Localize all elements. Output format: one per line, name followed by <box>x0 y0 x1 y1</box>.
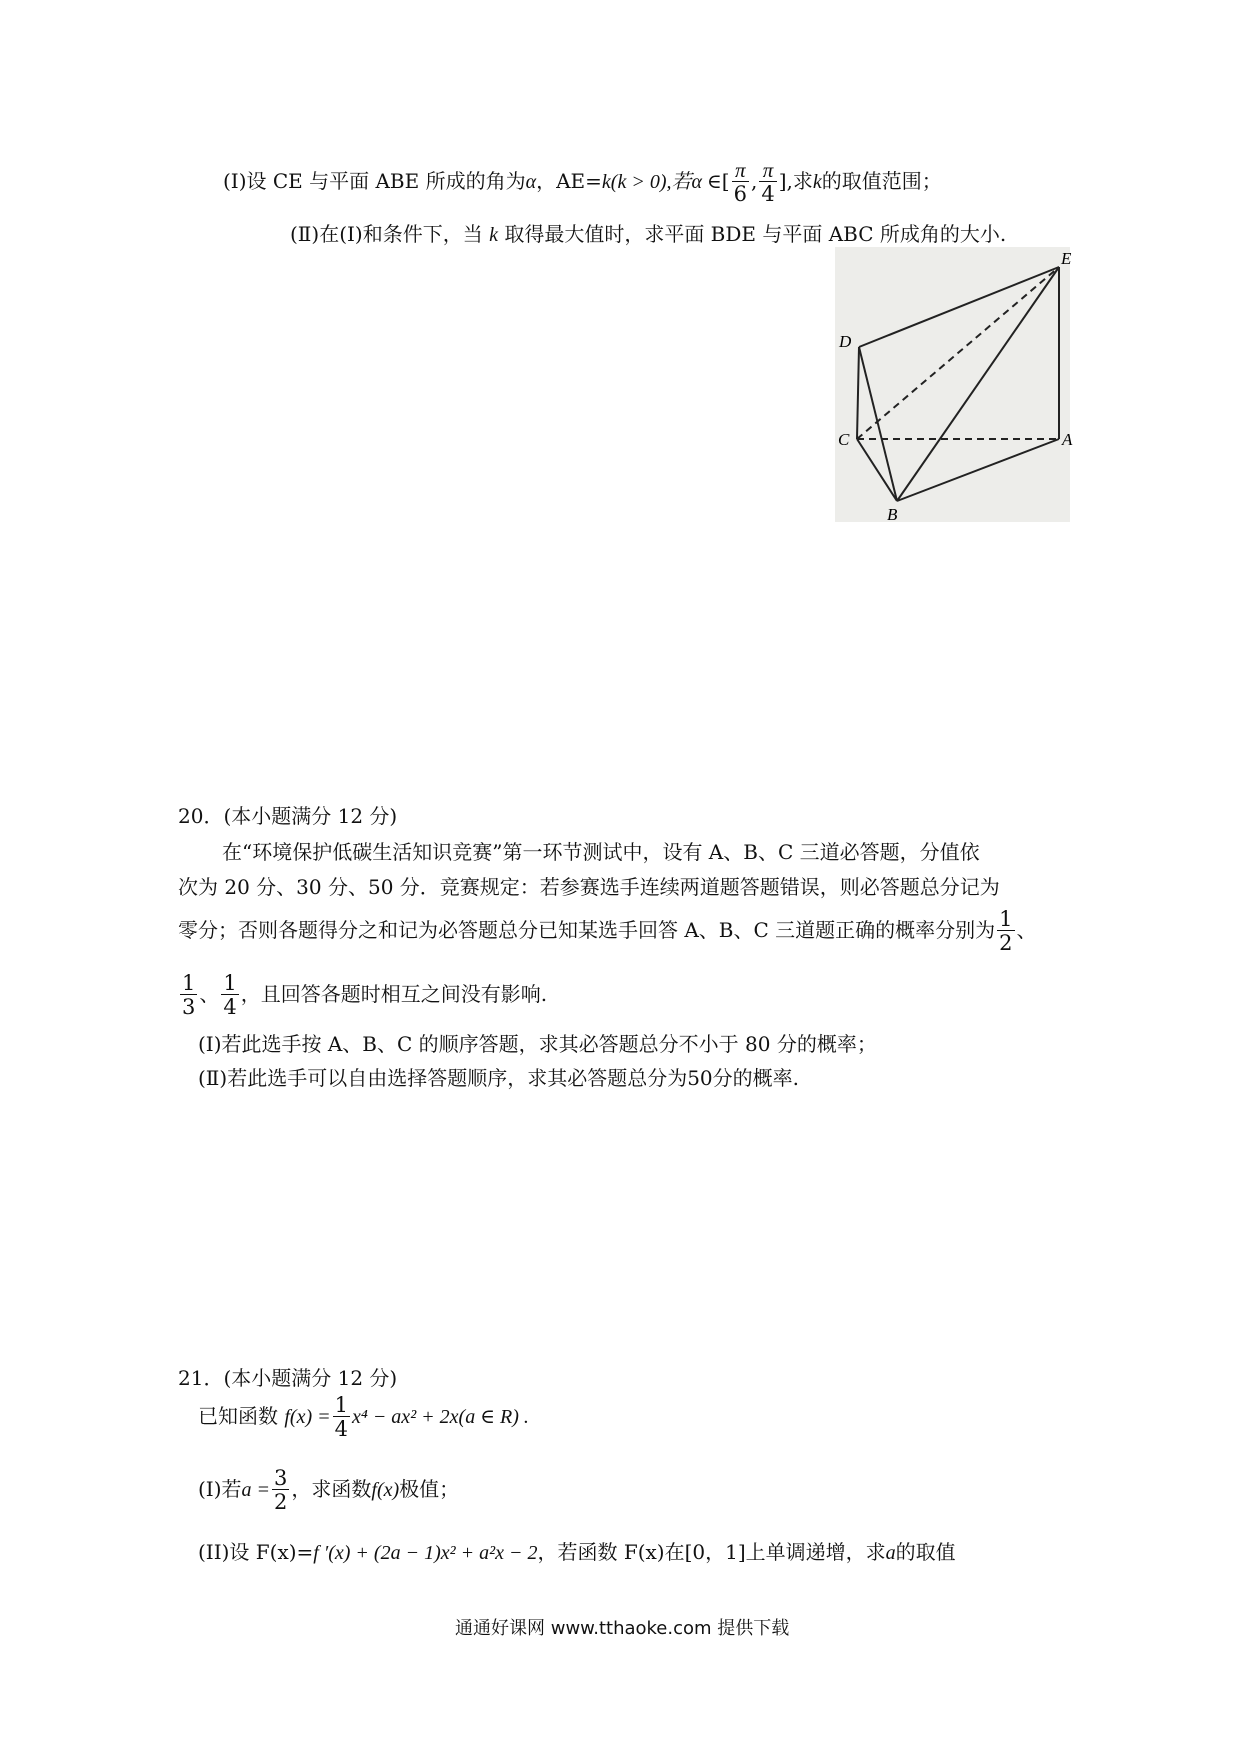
q21-part1-tail: ，求函数 <box>291 1477 372 1501</box>
label-c: C <box>838 430 850 449</box>
q20-header: 20．(本小题满分 12 分) <box>178 804 398 828</box>
separator: 、 <box>1016 918 1037 942</box>
page-footer: 通通好课网 www.tthaoke.com 提供下载 <box>455 1618 790 1639</box>
derivative-expression: f ′(x) + (2a − 1)x² + a²x − 2 <box>313 1542 538 1564</box>
geometry-figure <box>835 247 1073 524</box>
q21-part1 <box>198 1457 459 1522</box>
fraction-numerator: 1 <box>182 971 196 995</box>
fraction-denominator: 4 <box>761 182 775 206</box>
label-a: A <box>1062 430 1073 449</box>
a-equals: a = <box>241 1479 271 1501</box>
function-f: f(x) <box>371 1479 400 1501</box>
q21-intro-text: 已知函数 <box>198 1404 278 1428</box>
q20-line2: 次为 20 分、30 分、50 分．竞赛规定：若参赛选手连续两道题答题错误，则必答题总分记为 <box>178 875 1000 899</box>
q20-line1: 在“环境保护低碳生活知识竞赛”第一环节测试中，设有 A、B、C 三道必答题，分值依 <box>222 840 980 864</box>
q19-part1-mid: ，AE= <box>536 169 602 193</box>
label-b: B <box>887 505 898 524</box>
q20-line4 <box>178 964 547 1024</box>
q21-header: 21．(本小题满分 12 分) <box>178 1366 398 1390</box>
fraction-one-half <box>997 909 1014 954</box>
q21-intro <box>198 1384 529 1449</box>
bracket-open: [ <box>721 169 730 193</box>
fraction-numerator: 1 <box>999 907 1013 931</box>
q19-part2-lead: (Ⅱ)在(Ⅰ)和条件下，当 <box>290 222 483 246</box>
fraction-denominator: 2 <box>274 1490 288 1514</box>
q21-part1-end: 极值； <box>399 1477 460 1501</box>
q19-part1-tail: 求 <box>792 169 813 193</box>
fraction-denominator: 6 <box>733 182 747 206</box>
q21-part2-tail: ，若函数 F(x)在[0，1]上单调递增，求 <box>537 1540 886 1564</box>
separator: 、 <box>199 982 220 1006</box>
q19-part2 <box>290 218 1006 247</box>
alpha-symbol: α <box>525 171 537 193</box>
fraction-three-halves <box>272 1468 289 1513</box>
q20-line3 <box>178 900 1037 960</box>
label-e: E <box>1061 249 1072 268</box>
a-symbol: a <box>885 1542 896 1564</box>
q21-part2-end: 的取值 <box>895 1540 956 1564</box>
q21-part2 <box>198 1536 956 1565</box>
fraction-numerator: 1 <box>334 1393 348 1417</box>
k-condition: (k > 0),若 <box>610 171 692 193</box>
fraction-numerator: π <box>732 160 749 182</box>
fraction-numerator: π <box>759 160 776 182</box>
bracket-close: ], <box>778 169 793 193</box>
k-symbol: k <box>489 224 498 246</box>
fraction-pi-6 <box>732 160 749 205</box>
label-d: D <box>839 332 852 351</box>
q20-part1: (Ⅰ)若此选手按 A、B、C 的顺序答题，求其必答题总分不小于 80 分的概率； <box>198 1032 877 1056</box>
comma: , <box>750 169 758 193</box>
k-symbol: k <box>812 171 822 193</box>
function-f: f(x) = <box>284 1406 331 1428</box>
q21-part2-lead: (II)设 F(x)= <box>198 1540 314 1564</box>
q20-line3-text: 零分；否则各题得分之和记为必答题总分已知某选手回答 A、B、C 三道题正确的概率分别为 <box>178 918 996 942</box>
q20-line4-tail: ，且回答各题时相互之间没有影响. <box>240 982 548 1006</box>
fraction-numerator: 1 <box>223 971 237 995</box>
fraction-numerator: 3 <box>274 1466 288 1490</box>
fraction-denominator: 2 <box>999 931 1013 955</box>
q19-part2-tail: 取得最大值时，求平面 BDE 与平面 ABC 所成角的大小. <box>504 222 1007 246</box>
fraction-denominator: 4 <box>334 1417 348 1441</box>
q19-part1-end: 的取值范围； <box>821 169 942 193</box>
fraction-one-third <box>180 973 197 1018</box>
q20-part2: (Ⅱ)若此选手可以自由选择答题顺序，求其必答题总分为50分的概率. <box>198 1066 800 1090</box>
q19-part1 <box>223 160 942 205</box>
k-symbol: k <box>601 171 611 193</box>
fraction-pi-4 <box>759 160 776 205</box>
fraction-one-quarter <box>333 1395 350 1440</box>
fraction-one-quarter <box>221 973 238 1018</box>
q21-part1-lead: (Ⅰ)若 <box>198 1477 242 1501</box>
alpha-in: α ∈ <box>691 171 722 193</box>
q19-part1-lead: (Ⅰ)设 CE 与平面 ABE 所成的角为 <box>223 169 526 193</box>
function-expression: x⁴ − ax² + 2x(a ∈ R) . <box>351 1406 529 1428</box>
fraction-denominator: 3 <box>182 995 196 1019</box>
fraction-denominator: 4 <box>223 995 237 1019</box>
